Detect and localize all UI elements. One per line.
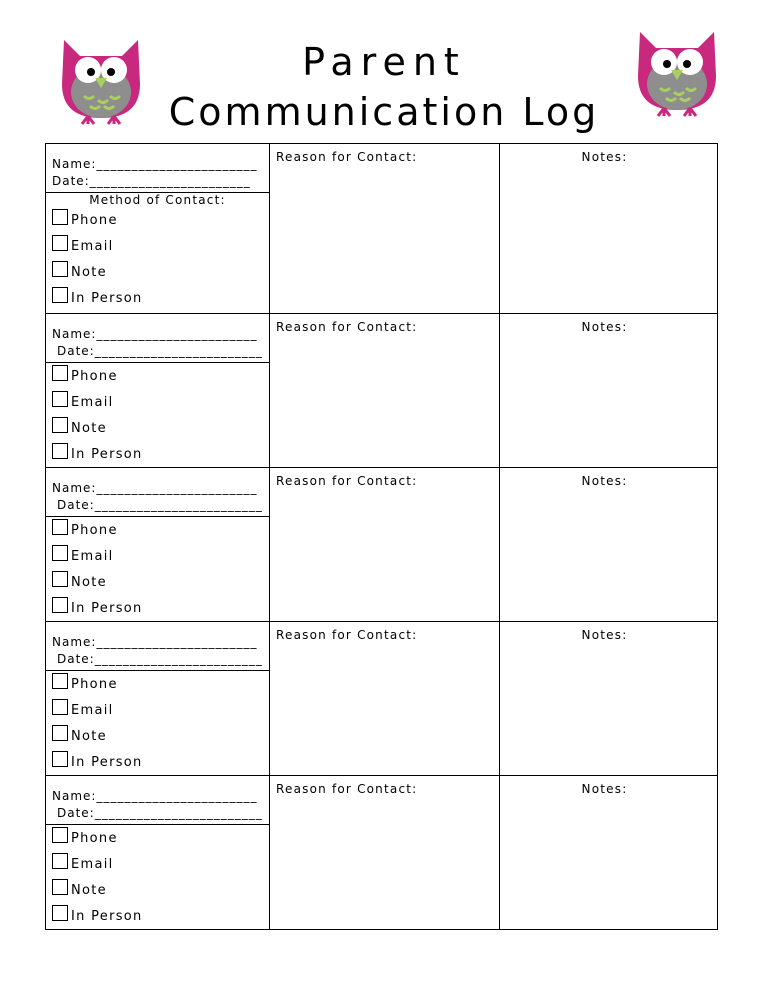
email-label: Email: [71, 238, 114, 254]
note-label: Note: [71, 728, 107, 744]
email-label: Email: [71, 702, 114, 718]
phone-checkbox[interactable]: [46, 363, 269, 389]
reason-label: Reason for Contact:: [276, 782, 418, 796]
date-field[interactable]: Date:________________________: [57, 498, 263, 512]
note-checkbox[interactable]: [46, 877, 269, 903]
phone-checkbox[interactable]: [46, 671, 269, 697]
checkbox-icon[interactable]: [52, 545, 68, 561]
log-entry: [46, 144, 718, 314]
in-person-label: In Person: [71, 754, 143, 770]
checkbox-icon[interactable]: [52, 365, 68, 381]
checkbox-icon[interactable]: [52, 751, 68, 767]
in-person-label: In Person: [71, 290, 143, 306]
phone-checkbox[interactable]: [46, 207, 269, 233]
method-of-contact-label: Method of Contact:: [89, 193, 226, 207]
checkbox-icon[interactable]: [52, 597, 68, 613]
notes-label: Notes:: [581, 150, 628, 164]
notes-label: Notes:: [581, 320, 628, 334]
phone-label: Phone: [71, 676, 118, 692]
reason-label: Reason for Contact:: [276, 320, 418, 334]
notes-label: Notes:: [581, 782, 628, 796]
checkbox-icon[interactable]: [52, 879, 68, 895]
phone-label: Phone: [71, 522, 118, 538]
name-field[interactable]: Name:_______________________: [52, 157, 258, 171]
note-checkbox[interactable]: [46, 723, 269, 749]
in-person-checkbox[interactable]: [46, 903, 269, 929]
in-person-checkbox[interactable]: [46, 441, 269, 467]
page-title-line2: Communication Log: [168, 90, 600, 134]
phone-label: Phone: [71, 368, 118, 384]
reason-cell[interactable]: [270, 144, 500, 314]
checkbox-icon[interactable]: [52, 571, 68, 587]
notes-label: Notes:: [581, 628, 628, 642]
name-date-block: [46, 776, 269, 825]
log-entry: [46, 776, 718, 930]
name-field[interactable]: Name:_______________________: [52, 789, 258, 803]
date-field[interactable]: Date:________________________: [57, 806, 263, 820]
owl-icon: [634, 26, 720, 118]
phone-label: Phone: [71, 830, 118, 846]
in-person-checkbox[interactable]: [46, 749, 269, 775]
checkbox-icon[interactable]: [52, 905, 68, 921]
checkbox-icon[interactable]: [52, 519, 68, 535]
log-entry: [46, 468, 718, 622]
note-label: Note: [71, 882, 107, 898]
name-field[interactable]: Name:_______________________: [52, 481, 258, 495]
checkbox-icon[interactable]: [52, 417, 68, 433]
contact-info-cell: [46, 468, 270, 622]
communication-log-table: [45, 143, 718, 930]
phone-checkbox[interactable]: [46, 825, 269, 851]
note-checkbox[interactable]: [46, 569, 269, 595]
checkbox-icon[interactable]: [52, 235, 68, 251]
name-field[interactable]: Name:_______________________: [52, 635, 258, 649]
notes-label: Notes:: [581, 474, 628, 488]
reason-cell[interactable]: [270, 468, 500, 622]
notes-cell[interactable]: [500, 144, 718, 314]
in-person-checkbox[interactable]: [46, 595, 269, 621]
email-checkbox[interactable]: [46, 233, 269, 259]
owl-icon: [58, 34, 144, 126]
in-person-checkbox[interactable]: [46, 285, 269, 311]
note-checkbox[interactable]: [46, 415, 269, 441]
contact-info-cell: [46, 314, 270, 468]
date-field[interactable]: Date:________________________: [57, 344, 263, 358]
checkbox-icon[interactable]: [52, 853, 68, 869]
log-entry: [46, 622, 718, 776]
in-person-label: In Person: [71, 600, 143, 616]
checkbox-icon[interactable]: [52, 725, 68, 741]
email-label: Email: [71, 548, 114, 564]
date-field[interactable]: Date:________________________: [57, 652, 263, 666]
date-field[interactable]: Date:_______________________: [52, 174, 251, 188]
contact-info-cell: [46, 144, 270, 314]
contact-info-cell: [46, 622, 270, 776]
page-title-line1: Parent: [302, 40, 466, 84]
checkbox-icon[interactable]: [52, 443, 68, 459]
note-checkbox[interactable]: [46, 259, 269, 285]
notes-cell[interactable]: [500, 314, 718, 468]
in-person-label: In Person: [71, 908, 143, 924]
note-label: Note: [71, 264, 107, 280]
reason-label: Reason for Contact:: [276, 628, 418, 642]
reason-label: Reason for Contact:: [276, 150, 418, 164]
reason-cell[interactable]: [270, 622, 500, 776]
notes-cell[interactable]: [500, 622, 718, 776]
note-label: Note: [71, 420, 107, 436]
notes-cell[interactable]: [500, 776, 718, 930]
note-label: Note: [71, 574, 107, 590]
email-label: Email: [71, 856, 114, 872]
reason-cell[interactable]: [270, 314, 500, 468]
reason-label: Reason for Contact:: [276, 474, 418, 488]
name-date-block: [46, 144, 269, 193]
notes-cell[interactable]: [500, 468, 718, 622]
checkbox-icon[interactable]: [52, 673, 68, 689]
name-date-block: [46, 622, 269, 671]
email-checkbox[interactable]: [46, 543, 269, 569]
name-field[interactable]: Name:_______________________: [52, 327, 258, 341]
checkbox-icon[interactable]: [52, 827, 68, 843]
checkbox-icon[interactable]: [52, 209, 68, 225]
checkbox-icon[interactable]: [52, 699, 68, 715]
phone-checkbox[interactable]: [46, 517, 269, 543]
in-person-label: In Person: [71, 446, 143, 462]
checkbox-icon[interactable]: [52, 287, 68, 303]
email-label: Email: [71, 394, 114, 410]
email-checkbox[interactable]: [46, 389, 269, 415]
name-date-block: [46, 468, 269, 517]
email-checkbox[interactable]: [46, 697, 269, 723]
phone-label: Phone: [71, 212, 118, 228]
checkbox-icon[interactable]: [52, 261, 68, 277]
contact-info-cell: [46, 776, 270, 930]
name-date-block: [46, 314, 269, 363]
email-checkbox[interactable]: [46, 851, 269, 877]
reason-cell[interactable]: [270, 776, 500, 930]
log-entry: [46, 314, 718, 468]
checkbox-icon[interactable]: [52, 391, 68, 407]
